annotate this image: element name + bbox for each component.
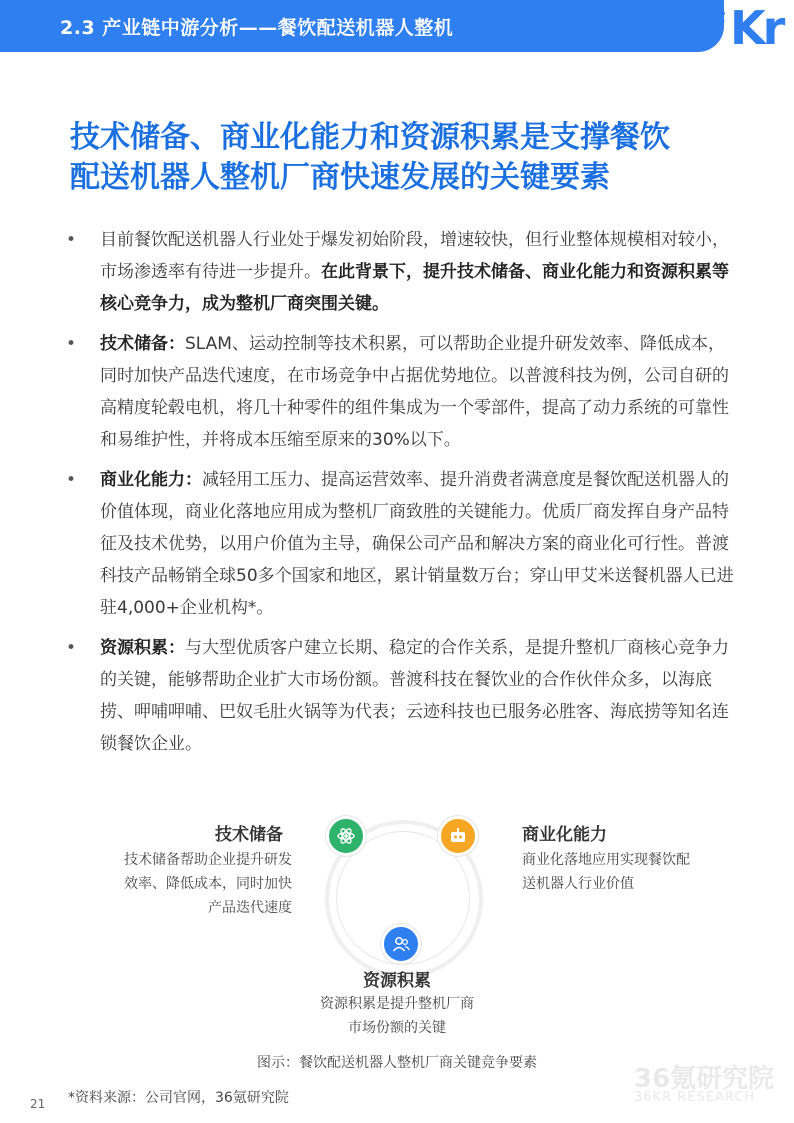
resource-description (0, 992, 794, 1040)
biz-description (522, 848, 742, 896)
bullet-marker: • (66, 230, 77, 250)
bullet-biz (66, 464, 736, 624)
biz-desc-line: 送机器人行业价值 (522, 876, 634, 892)
tech-desc-line: 技术储备帮助企业提升研发 (124, 852, 292, 868)
bullet-text: 与大型优质客户建立长期、稳定的合作关系，是提升整机厂商核心竞争力的关键，能够帮助企业扩大市场份额。普渡科技在餐饮业的合作伙伴众多，以海底捞、呷哺呷哺、巴奴毛肚火锅等为代表；云迹科技也已服务必胜客、海底捞等知名连锁餐饮企业。 (100, 638, 729, 754)
robot-icon (438, 816, 478, 856)
bullet-marker: • (66, 470, 77, 490)
watermark-en: 36KR RESEARCH (634, 1090, 756, 1105)
watermark-cn: 36氪研究院 (634, 1064, 775, 1094)
figure-caption: 图示：餐饮配送机器人整机厂商关键竞争要素 (257, 1055, 537, 1071)
bullet-marker: • (66, 334, 77, 354)
bullet-bold-tail: 在此背景下，提升技术储备、商业化能力和资源积累等核心竞争力，成为整机厂商突围关键。 (100, 262, 729, 314)
resource-desc-line: 市场份额的关键 (348, 1020, 446, 1036)
bullet-bold-lead: 技术储备： (100, 334, 185, 354)
bullet-text: 减轻用工压力、提高运营效率、提升消费者满意度是餐饮配送机器人的价值体现，商业化落地应用成为整机厂商致胜的关键能力。优质厂商发挥自身产品特征及技术优势，以用户价值为主导，确保公司产品和解决方案的商业化可行性。普渡科技产品畅销全球50多个国家和地区，累计销量数万台；穿山甲艾米送餐机器人已进驻4,000+企业机构*。 (100, 470, 734, 618)
tech-title: 技术储备 (215, 825, 283, 845)
headline-line-1: 技术储备、商业化能力和资源积累是支撑餐饮 (70, 120, 670, 155)
source-note: *资料来源：公司官网，36氪研究院 (68, 1090, 289, 1106)
bullet-list (66, 224, 736, 768)
logo-text: Kr (730, 1, 783, 55)
tech-desc-line: 效率、降低成本，同时加快 (124, 876, 292, 892)
atom-icon (326, 816, 366, 856)
page-headline (70, 118, 750, 198)
biz-title: 商业化能力 (522, 825, 607, 845)
header-bar (0, 0, 724, 52)
resource-desc-line: 资源积累是提升整机厂商 (320, 996, 474, 1012)
bullet-bold-lead: 资源积累： (100, 638, 185, 658)
users-icon (381, 924, 421, 964)
page-number: 21 (30, 1097, 46, 1111)
headline-line-2: 配送机器人整机厂商快速发展的关键要素 (70, 160, 610, 195)
36kr-logo (694, 1, 794, 55)
tech-desc-line: 产品迭代速度 (208, 900, 292, 916)
bullet-text: 目前餐饮配送机器人行业处于爆发初始阶段，增速较快，但行业整体规模相对较小，市场渗透率有待进一步提升。 (100, 230, 729, 282)
resource-title: 资源积累 (363, 971, 431, 991)
bullet-tech (66, 328, 736, 456)
section-title: 2.3 产业链中游分析——餐饮配送机器人整机 (60, 17, 454, 39)
bullet-marker: • (66, 638, 77, 658)
logo-number: 36 (698, 8, 726, 32)
tech-description (96, 848, 292, 920)
factors-diagram (0, 800, 794, 1060)
biz-desc-line: 商业化落地应用实现餐饮配 (522, 852, 690, 868)
bullet-resource (66, 632, 736, 760)
bullet-intro (66, 224, 736, 320)
bullet-bold-lead: 商业化能力： (100, 470, 202, 490)
bullet-text: SLAM、运动控制等技术积累，可以帮助企业提升研发效率、降低成本，同时加快产品迭代速度，在市场竞争中占据优势地位。以普渡科技为例，公司自研的高精度轮毂电机，将几十种零件的组件集成为一个零部件，提高了动力系统的可靠性和易维护性，并将成本压缩至原来的30%以下。 (100, 334, 729, 450)
